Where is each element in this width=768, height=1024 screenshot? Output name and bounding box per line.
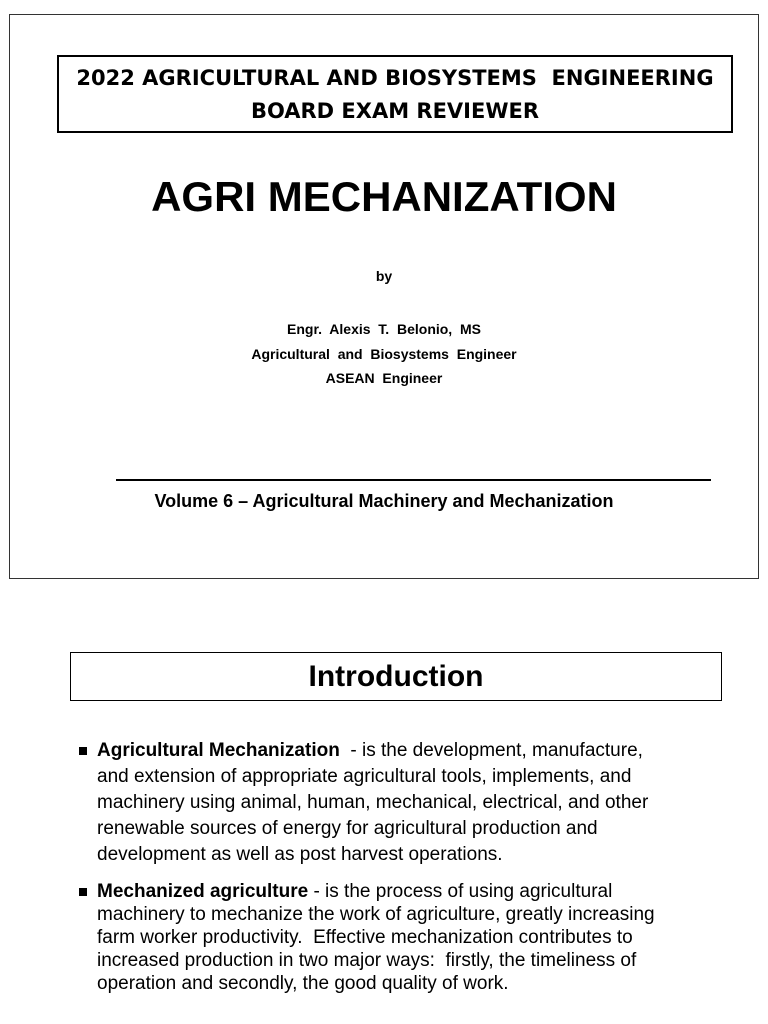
definition-text: machinery using animal, human, mechanical, electrical, and other bbox=[97, 792, 649, 813]
exam-title-line: BOARD EXAM REVIEWER bbox=[250, 99, 540, 123]
by-label: by bbox=[375, 268, 393, 284]
definition-list bbox=[78, 738, 738, 995]
list-item bbox=[78, 738, 738, 868]
main-title: AGRI MECHANIZATION bbox=[151, 173, 617, 220]
definition-text: operation and secondly, the good quality of work. bbox=[97, 973, 509, 994]
author-block bbox=[10, 317, 758, 391]
definition-term: Mechanized agriculture bbox=[97, 881, 309, 902]
definition-text: increased production in two major ways: firstly, the timeliness of bbox=[97, 950, 637, 971]
exam-title-box bbox=[57, 55, 733, 133]
divider-line bbox=[116, 479, 711, 481]
author-title: Agricultural and Biosystems Engineer bbox=[251, 345, 517, 362]
definition-text: development as well as post harvest operations. bbox=[97, 844, 503, 865]
author-credential: ASEAN Engineer bbox=[325, 370, 443, 386]
list-item bbox=[78, 880, 738, 995]
definition-text: renewable sources of energy for agricultural production and bbox=[97, 818, 598, 839]
volume-subtitle: Volume 6 – Agricultural Machinery and Mechanization bbox=[154, 491, 614, 511]
introduction-heading: Introduction bbox=[70, 652, 722, 701]
author-name: Engr. Alexis T. Belonio, MS bbox=[287, 321, 481, 337]
exam-title-line: 2022 AGRICULTURAL AND BIOSYSTEMS ENGINEERING bbox=[76, 66, 714, 90]
definition-text: - is the development, manufacture, bbox=[339, 740, 643, 761]
square-bullet-icon bbox=[79, 888, 87, 896]
definition-text: - is the process of using agricultural bbox=[308, 881, 613, 902]
definition-term: Agricultural Mechanization bbox=[97, 740, 340, 761]
square-bullet-icon bbox=[79, 747, 87, 755]
definition-text: farm worker productivity. Effective mechanization contributes to bbox=[97, 927, 633, 948]
definition-text: machinery to mechanize the work of agriculture, greatly increasing bbox=[97, 904, 655, 925]
definition-text: and extension of appropriate agricultural tools, implements, and bbox=[97, 766, 632, 787]
cover-slide bbox=[9, 14, 759, 579]
